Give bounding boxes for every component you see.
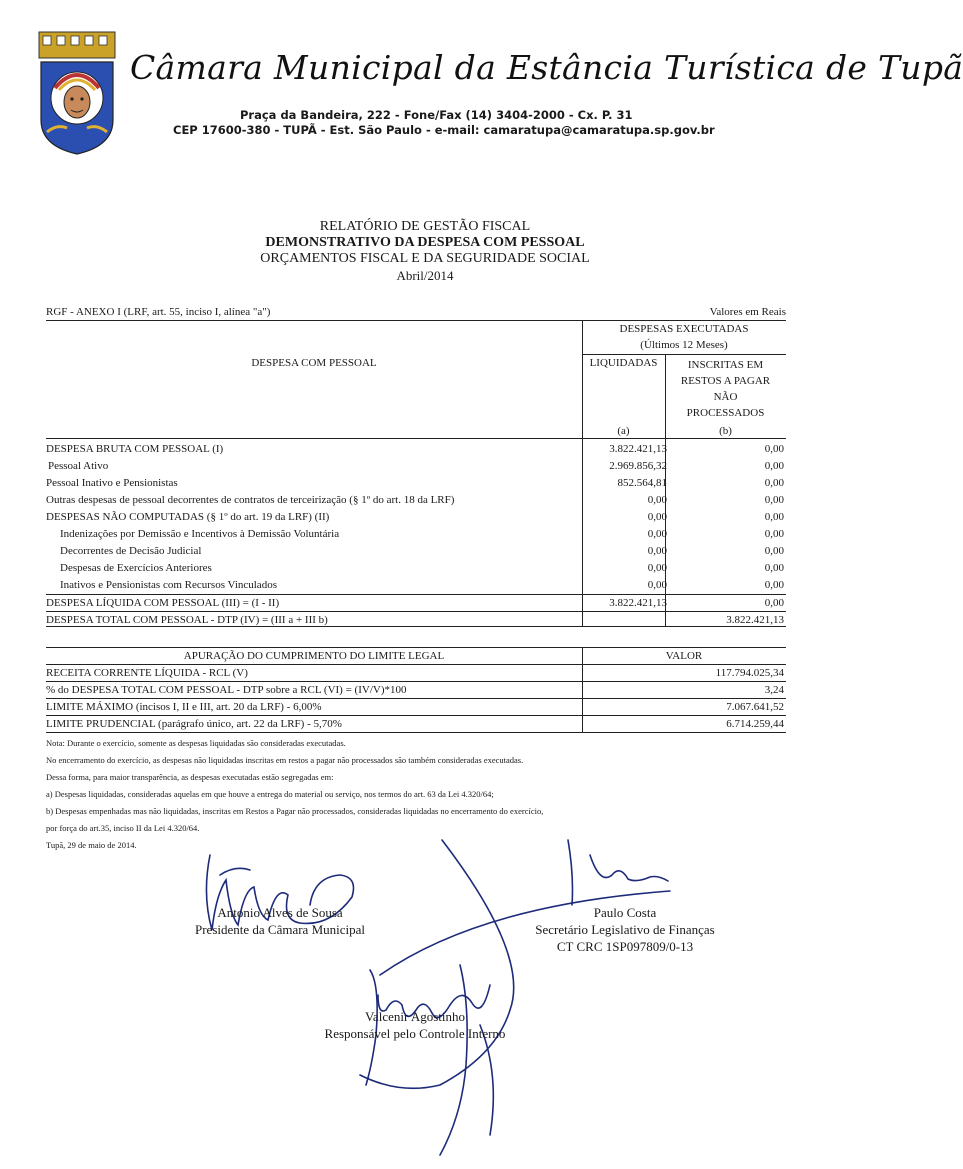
table-row [46, 509, 786, 526]
signatory-1-name: Antonio Alves de Sousa [217, 905, 343, 920]
note-line: Nota: Durante o exercício, somente as despesas liquidadas são consideradas executadas. [46, 738, 346, 748]
row-value: 6.714.259,44 [726, 718, 784, 730]
address-line-2: CEP 17600-380 - TUPÃ - Est. São Paulo - e-mail: camaratupa@camaratupa.sp.gov.br [173, 123, 715, 137]
value-a: 0,00 [647, 562, 667, 574]
table-row [46, 577, 786, 594]
row-value: 3,24 [764, 684, 784, 696]
note-line: b) Despesas empenhadas mas não liquidadas, inscritas em Restos a Pagar não processados, consideradas liquidadas no encerramento do exercício, [46, 806, 544, 816]
row-label: RECEITA CORRENTE LÍQUIDA - RCL (V) [46, 667, 248, 679]
value-b: 0,00 [764, 597, 784, 609]
value-b: 0,00 [764, 477, 784, 489]
signatory-2-name: Paulo Costa [593, 905, 657, 920]
value-a: 0,00 [647, 545, 667, 557]
report-title-2: DEMONSTRATIVO DA DESPESA COM PESSOAL [265, 235, 585, 250]
row-value: 7.067.641,52 [726, 701, 784, 713]
row-label: DESPESA LÍQUIDA COM PESSOAL (III) = (I - II) [46, 597, 280, 609]
value-b: 0,00 [764, 494, 784, 506]
row-label: Despesas de Exercícios Anteriores [60, 562, 212, 574]
value-a: 0,00 [647, 511, 667, 523]
value-b: 0,00 [764, 460, 784, 472]
column-header-b-line: RESTOS A PAGAR [680, 375, 771, 387]
row-label: DESPESA BRUTA COM PESSOAL (I) [46, 443, 224, 455]
table-row [46, 458, 786, 475]
report-period: Abril/2014 [396, 268, 454, 283]
row-label: Pessoal Ativo [48, 460, 109, 472]
signatory-3-role: Responsável pelo Controle Interno [324, 1026, 506, 1041]
report-title-3: ORÇAMENTOS FISCAL E DA SEGURIDADE SOCIAL [260, 251, 590, 266]
row-label: Pessoal Inativo e Pensionistas [46, 477, 178, 489]
group-subheader: (Últimos 12 Meses) [640, 339, 728, 351]
value-b: 0,00 [764, 511, 784, 523]
row-label: Decorrentes de Decisão Judicial [60, 545, 202, 557]
column-header-b-line: PROCESSADOS [686, 407, 765, 419]
column-header-a: LIQUIDADAS [589, 357, 658, 369]
column-header-b-line: INSCRITAS EM [687, 359, 764, 371]
signatory-2-registration: CT CRC 1SP097809/0-13 [556, 939, 694, 954]
group-header: DESPESAS EXECUTADAS [619, 323, 749, 335]
value-a: 2.969.856,32 [609, 460, 667, 472]
value-a: 0,00 [647, 494, 667, 506]
report-title-1: RELATÓRIO DE GESTÃO FISCAL [319, 219, 531, 234]
note-line: por força do art.35, inciso II da Lei 4.320/64. [46, 823, 200, 833]
note-line: a) Despesas liquidadas, consideradas aquelas em que houve a entrega do material ou serviço, nos termos do art. 63 da Lei 4.320/64; [46, 789, 494, 799]
table-row [46, 699, 786, 716]
row-label: % do DESPESA TOTAL COM PESSOAL - DTP sobre a RCL (VI) = (IV/V)*100 [46, 684, 407, 696]
row-value: 117.794.025,34 [715, 667, 784, 679]
row-label: Outras despesas de pessoal decorrentes de contratos de terceirização (§ 1º do art. 18 da LRF) [46, 494, 455, 506]
municipal-coat-of-arms-icon [37, 32, 117, 156]
table-row [46, 441, 786, 458]
value-b: 0,00 [764, 528, 784, 540]
table-row [46, 526, 786, 543]
institution-name: Câmara Municipal da Estância Turística de Tupã [130, 48, 963, 87]
currency-note: Valores em Reais [709, 306, 786, 318]
value-a: 0,00 [647, 579, 667, 591]
column-tag-a: (a) [617, 425, 630, 437]
value-a: 3.822.421,13 [609, 443, 667, 455]
table-row [46, 665, 786, 682]
value-a: 3.822.421,13 [609, 597, 667, 609]
table-row [46, 595, 786, 612]
column-header-main: DESPESA COM PESSOAL [251, 357, 377, 369]
table-row [46, 716, 786, 733]
column-tag-b: (b) [719, 425, 732, 437]
annex-reference: RGF - ANEXO I (LRF, art. 55, inciso I, alínea "a") [46, 306, 271, 318]
limit-table-header: APURAÇÃO DO CUMPRIMENTO DO LIMITE LEGAL [183, 650, 445, 662]
value-a: 852.564,81 [617, 477, 667, 489]
handwritten-signatures [180, 835, 700, 1165]
signatory-3-name: Valcenir Agostinho [364, 1009, 465, 1024]
row-label: Inativos e Pensionistas com Recursos Vinculados [60, 579, 277, 591]
note-line: Dessa forma, para maior transparência, as despesas executadas estão segregadas em: [46, 772, 334, 782]
row-label: DESPESAS NÃO COMPUTADAS (§ 1º do art. 19 da LRF) (II) [46, 511, 330, 523]
value-b: 0,00 [764, 579, 784, 591]
table-row [46, 492, 786, 509]
table-row [46, 543, 786, 560]
signatory-1-role: Presidente da Câmara Municipal [194, 922, 366, 937]
column-header-b [665, 357, 786, 421]
table-row [46, 560, 786, 577]
signatory-2-role: Secretário Legislativo de Finanças [535, 922, 715, 937]
row-label: Indenizações por Demissão e Incentivos à Demissão Voluntária [60, 528, 340, 540]
table-row [46, 682, 786, 699]
row-label: DESPESA TOTAL COM PESSOAL - DTP (IV) = (III a + III b) [46, 614, 328, 626]
value-a: 0,00 [647, 528, 667, 540]
total-value: 3.822.421,13 [726, 614, 784, 626]
note-date: Tupã, 29 de maio de 2014. [46, 840, 137, 850]
address-line-1: Praça da Bandeira, 222 - Fone/Fax (14) 3404-2000 - Cx. P. 31 [240, 108, 633, 122]
value-header: VALOR [665, 650, 703, 662]
value-b: 0,00 [764, 443, 784, 455]
row-label: LIMITE PRUDENCIAL (parágrafo único, art. 22 da LRF) - 5,70% [46, 718, 342, 730]
note-line: No encerramento do exercício, as despesas não liquidadas inscritas em restos a pagar não processados são também consideradas executadas. [46, 755, 524, 765]
value-b: 0,00 [764, 562, 784, 574]
table-row [46, 475, 786, 492]
value-b: 0,00 [764, 545, 784, 557]
column-header-b-line: NÃO [713, 391, 738, 403]
row-label: LIMITE MÁXIMO (incisos I, II e III, art. 20 da LRF) - 6,00% [46, 701, 322, 713]
